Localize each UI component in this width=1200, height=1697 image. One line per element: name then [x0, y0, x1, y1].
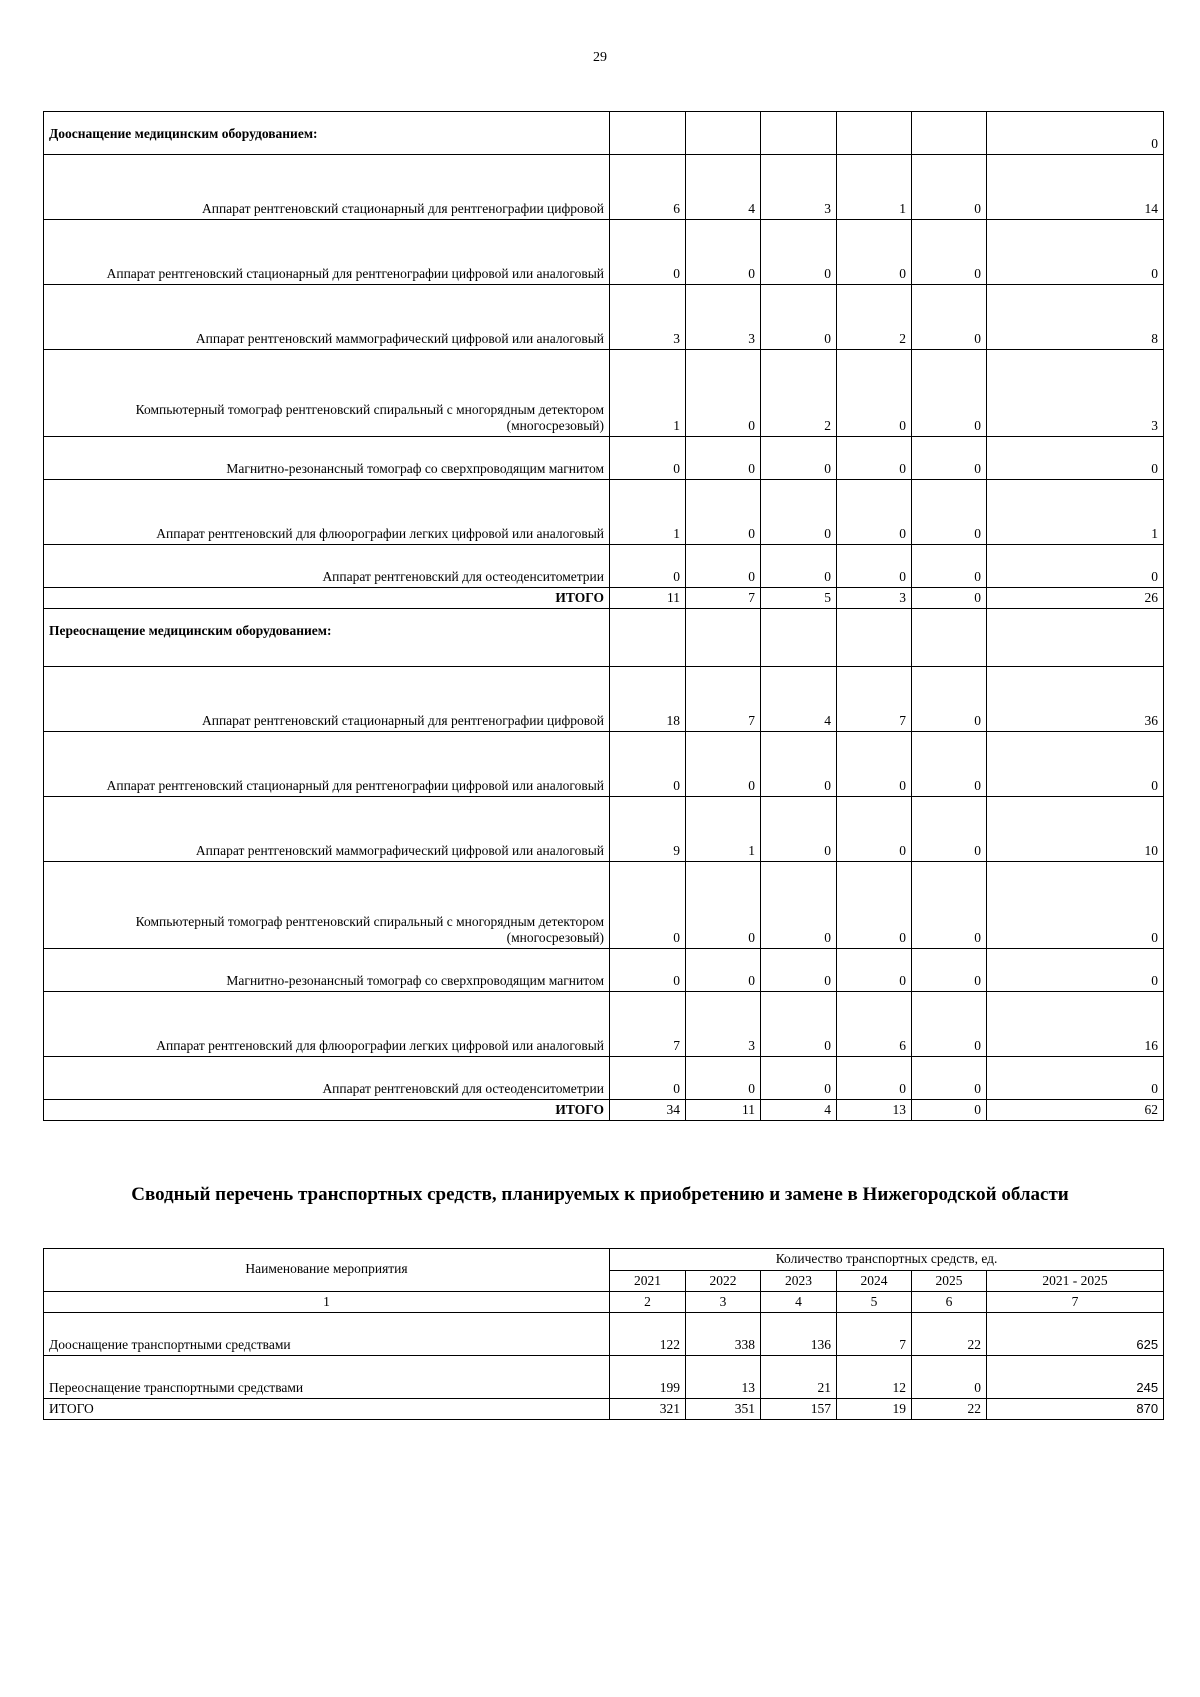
col-number: 6 — [912, 1292, 987, 1313]
section-header-row — [44, 112, 1164, 155]
cell: 0 — [686, 1057, 761, 1100]
cell: 0 — [837, 949, 912, 992]
year-header: 2022 — [686, 1271, 761, 1292]
col-number: 4 — [761, 1292, 837, 1313]
cell: 13 — [837, 1100, 912, 1121]
cell: 9 — [610, 797, 686, 862]
col-number: 1 — [44, 1292, 610, 1313]
cell: 0 — [912, 545, 987, 588]
cell: 13 — [686, 1356, 761, 1399]
table-row — [44, 667, 1164, 732]
cell: 3 — [686, 992, 761, 1057]
cell: 7 — [837, 667, 912, 732]
page-number: 29 — [593, 50, 607, 65]
cell — [686, 112, 761, 155]
cell: 0 — [761, 732, 837, 797]
row-name: Аппарат рентгеновский для остеоденситометрии — [44, 1057, 610, 1100]
cell: 0 — [686, 350, 761, 437]
total-row — [44, 588, 1164, 609]
cell: 10 — [987, 797, 1164, 862]
table-row — [44, 155, 1164, 220]
year-header: 2024 — [837, 1271, 912, 1292]
cell: 19 — [837, 1399, 912, 1420]
cell: 0 — [837, 732, 912, 797]
cell: 0 — [837, 1057, 912, 1100]
row-name: Аппарат рентгеновский для флюорографии легких цифровой или аналоговый — [44, 480, 610, 545]
cell: 0 — [686, 862, 761, 949]
cell: 1 — [610, 480, 686, 545]
cell: 0 — [912, 155, 987, 220]
cell: 0 — [987, 1057, 1164, 1100]
cell: 245 — [987, 1356, 1164, 1399]
cell — [686, 609, 761, 667]
row-name: Аппарат рентгеновский стационарный для рентгенографии цифровой — [44, 667, 610, 732]
cell: 0 — [610, 949, 686, 992]
cell: 0 — [610, 220, 686, 285]
header-group: Количество транспортных средств, ед. — [610, 1249, 1164, 1271]
cell: 0 — [761, 220, 837, 285]
total-row — [44, 1399, 1164, 1420]
cell: 62 — [987, 1100, 1164, 1121]
cell: 26 — [987, 588, 1164, 609]
cell: 0 — [837, 480, 912, 545]
cell: 0 — [837, 862, 912, 949]
cell: 11 — [610, 588, 686, 609]
cell: 4 — [686, 155, 761, 220]
cell: 12 — [837, 1356, 912, 1399]
cell: 0 — [761, 1057, 837, 1100]
cell: 16 — [987, 992, 1164, 1057]
cell: 0 — [912, 1100, 987, 1121]
cell: 0 — [912, 1356, 987, 1399]
section-title: Дооснащение медицинским оборудованием: — [44, 112, 610, 155]
transport-table — [43, 1248, 1164, 1420]
cell: 351 — [686, 1399, 761, 1420]
cell: 321 — [610, 1399, 686, 1420]
cell: 0 — [912, 797, 987, 862]
total-row — [44, 1100, 1164, 1121]
cell: 1 — [987, 480, 1164, 545]
cell: 0 — [837, 350, 912, 437]
section-header-row — [44, 609, 1164, 667]
cell: 1 — [686, 797, 761, 862]
cell: 0 — [912, 588, 987, 609]
row-name: Магнитно-резонансный томограф со сверхпроводящим магнитом — [44, 949, 610, 992]
cell: 0 — [761, 285, 837, 350]
cell: 0 — [761, 480, 837, 545]
cell: 7 — [686, 667, 761, 732]
cell: 0 — [987, 949, 1164, 992]
row-name: Аппарат рентгеновский маммографический цифровой или аналоговый — [44, 797, 610, 862]
cell: 625 — [987, 1313, 1164, 1356]
table-row — [44, 949, 1164, 992]
col-number: 7 — [987, 1292, 1164, 1313]
row-name: Компьютерный томограф рентгеновский спиральный с многорядным детектором (многосрезовый) — [44, 862, 610, 949]
cell: 14 — [987, 155, 1164, 220]
cell: 0 — [761, 437, 837, 480]
cell: 6 — [610, 155, 686, 220]
cell: 36 — [987, 667, 1164, 732]
cell: 0 — [761, 797, 837, 862]
table-row — [44, 862, 1164, 949]
cell — [761, 112, 837, 155]
table-row — [44, 1313, 1164, 1356]
header-name: Наименование мероприятия — [44, 1249, 610, 1292]
cell: 1 — [837, 155, 912, 220]
table-row — [44, 1057, 1164, 1100]
table-row — [44, 220, 1164, 285]
row-name: Аппарат рентгеновский стационарный для рентгенографии цифровой — [44, 155, 610, 220]
cell: 8 — [987, 285, 1164, 350]
cell: 34 — [610, 1100, 686, 1121]
cell: 0 — [686, 732, 761, 797]
year-header: 2025 — [912, 1271, 987, 1292]
cell: 7 — [686, 588, 761, 609]
cell: 0 — [912, 285, 987, 350]
cell: 4 — [761, 1100, 837, 1121]
cell: 2 — [761, 350, 837, 437]
col-number: 3 — [686, 1292, 761, 1313]
cell: 0 — [610, 545, 686, 588]
cell: 122 — [610, 1313, 686, 1356]
cell — [837, 112, 912, 155]
cell: 199 — [610, 1356, 686, 1399]
cell: 18 — [610, 667, 686, 732]
cell — [761, 609, 837, 667]
cell: 870 — [987, 1399, 1164, 1420]
cell: 0 — [912, 732, 987, 797]
cell: 0 — [912, 437, 987, 480]
row-name: Аппарат рентгеновский стационарный для рентгенографии цифровой или аналоговый — [44, 732, 610, 797]
year-header: 2023 — [761, 1271, 837, 1292]
cell: 22 — [912, 1313, 987, 1356]
cell: 0 — [987, 437, 1164, 480]
cell: 136 — [761, 1313, 837, 1356]
cell: 0 — [912, 667, 987, 732]
row-name: Компьютерный томограф рентгеновский спиральный с многорядным детектором (многосрезовый) — [44, 350, 610, 437]
cell: 3 — [610, 285, 686, 350]
cell: 0 — [912, 350, 987, 437]
cell: 0 — [837, 545, 912, 588]
cell: 0 — [761, 992, 837, 1057]
row-name: Переоснащение транспортными средствами — [44, 1356, 610, 1399]
cell: 3 — [686, 285, 761, 350]
cell: 0 — [837, 437, 912, 480]
cell: 0 — [837, 797, 912, 862]
cell: 0 — [610, 437, 686, 480]
cell: 0 — [912, 949, 987, 992]
row-name: Аппарат рентгеновский для остеоденситометрии — [44, 545, 610, 588]
table-row — [44, 1356, 1164, 1399]
row-name: Аппарат рентгеновский для флюорографии легких цифровой или аналоговый — [44, 992, 610, 1057]
row-name: Аппарат рентгеновский маммографический цифровой или аналоговый — [44, 285, 610, 350]
cell: 22 — [912, 1399, 987, 1420]
cell — [610, 112, 686, 155]
cell — [912, 609, 987, 667]
cell: 0 — [912, 1057, 987, 1100]
transport-summary-title: Сводный перечень транспортных средств, планируемых к приобретению и замене в Нижегородской области — [131, 1184, 1069, 1205]
cell: 5 — [761, 588, 837, 609]
cell: 0 — [686, 437, 761, 480]
cell: 0 — [610, 1057, 686, 1100]
table-row — [44, 797, 1164, 862]
cell: 3 — [987, 350, 1164, 437]
cell — [912, 112, 987, 155]
cell: 0 — [610, 732, 686, 797]
table-row — [44, 437, 1164, 480]
cell: 1 — [610, 350, 686, 437]
col-number: 2 — [610, 1292, 686, 1313]
cell: 0 — [837, 220, 912, 285]
cell: 3 — [761, 155, 837, 220]
cell — [987, 609, 1164, 667]
cell — [610, 609, 686, 667]
row-name: Аппарат рентгеновский стационарный для рентгенографии цифровой или аналоговый — [44, 220, 610, 285]
cell: 0 — [686, 480, 761, 545]
year-header: 2021 - 2025 — [987, 1271, 1164, 1292]
table-row — [44, 545, 1164, 588]
cell: 0 — [912, 992, 987, 1057]
table-row — [44, 350, 1164, 437]
cell: 11 — [686, 1100, 761, 1121]
cell: 7 — [610, 992, 686, 1057]
cell: 338 — [686, 1313, 761, 1356]
table-row — [44, 732, 1164, 797]
cell: 3 — [837, 588, 912, 609]
cell: 0 — [686, 545, 761, 588]
cell: 21 — [761, 1356, 837, 1399]
cell: 0 — [912, 220, 987, 285]
cell: 0 — [761, 949, 837, 992]
total-label: ИТОГО — [44, 588, 610, 609]
row-name: Магнитно-резонансный томограф со сверхпроводящим магнитом — [44, 437, 610, 480]
cell: 0 — [686, 220, 761, 285]
cell: 0 — [987, 732, 1164, 797]
total-label: ИТОГО — [44, 1399, 610, 1420]
cell: 4 — [761, 667, 837, 732]
cell: 2 — [837, 285, 912, 350]
cell: 0 — [686, 949, 761, 992]
table-row — [44, 992, 1164, 1057]
cell: 0 — [987, 220, 1164, 285]
cell: 0 — [987, 545, 1164, 588]
section-title: Переоснащение медицинским оборудованием: — [44, 609, 610, 667]
cell: 0 — [912, 862, 987, 949]
cell: 7 — [837, 1313, 912, 1356]
year-header: 2021 — [610, 1271, 686, 1292]
table-row — [44, 285, 1164, 350]
cell: 0 — [610, 862, 686, 949]
cell: 0 — [761, 862, 837, 949]
medical-equipment-table — [43, 111, 1164, 1121]
cell: 0 — [987, 112, 1164, 155]
cell: 0 — [761, 545, 837, 588]
cell: 157 — [761, 1399, 837, 1420]
cell: 0 — [987, 862, 1164, 949]
row-name: Дооснащение транспортными средствами — [44, 1313, 610, 1356]
cell: 0 — [912, 480, 987, 545]
total-label: ИТОГО — [44, 1100, 610, 1121]
cell: 6 — [837, 992, 912, 1057]
table-row — [44, 480, 1164, 545]
col-number: 5 — [837, 1292, 912, 1313]
cell — [837, 609, 912, 667]
